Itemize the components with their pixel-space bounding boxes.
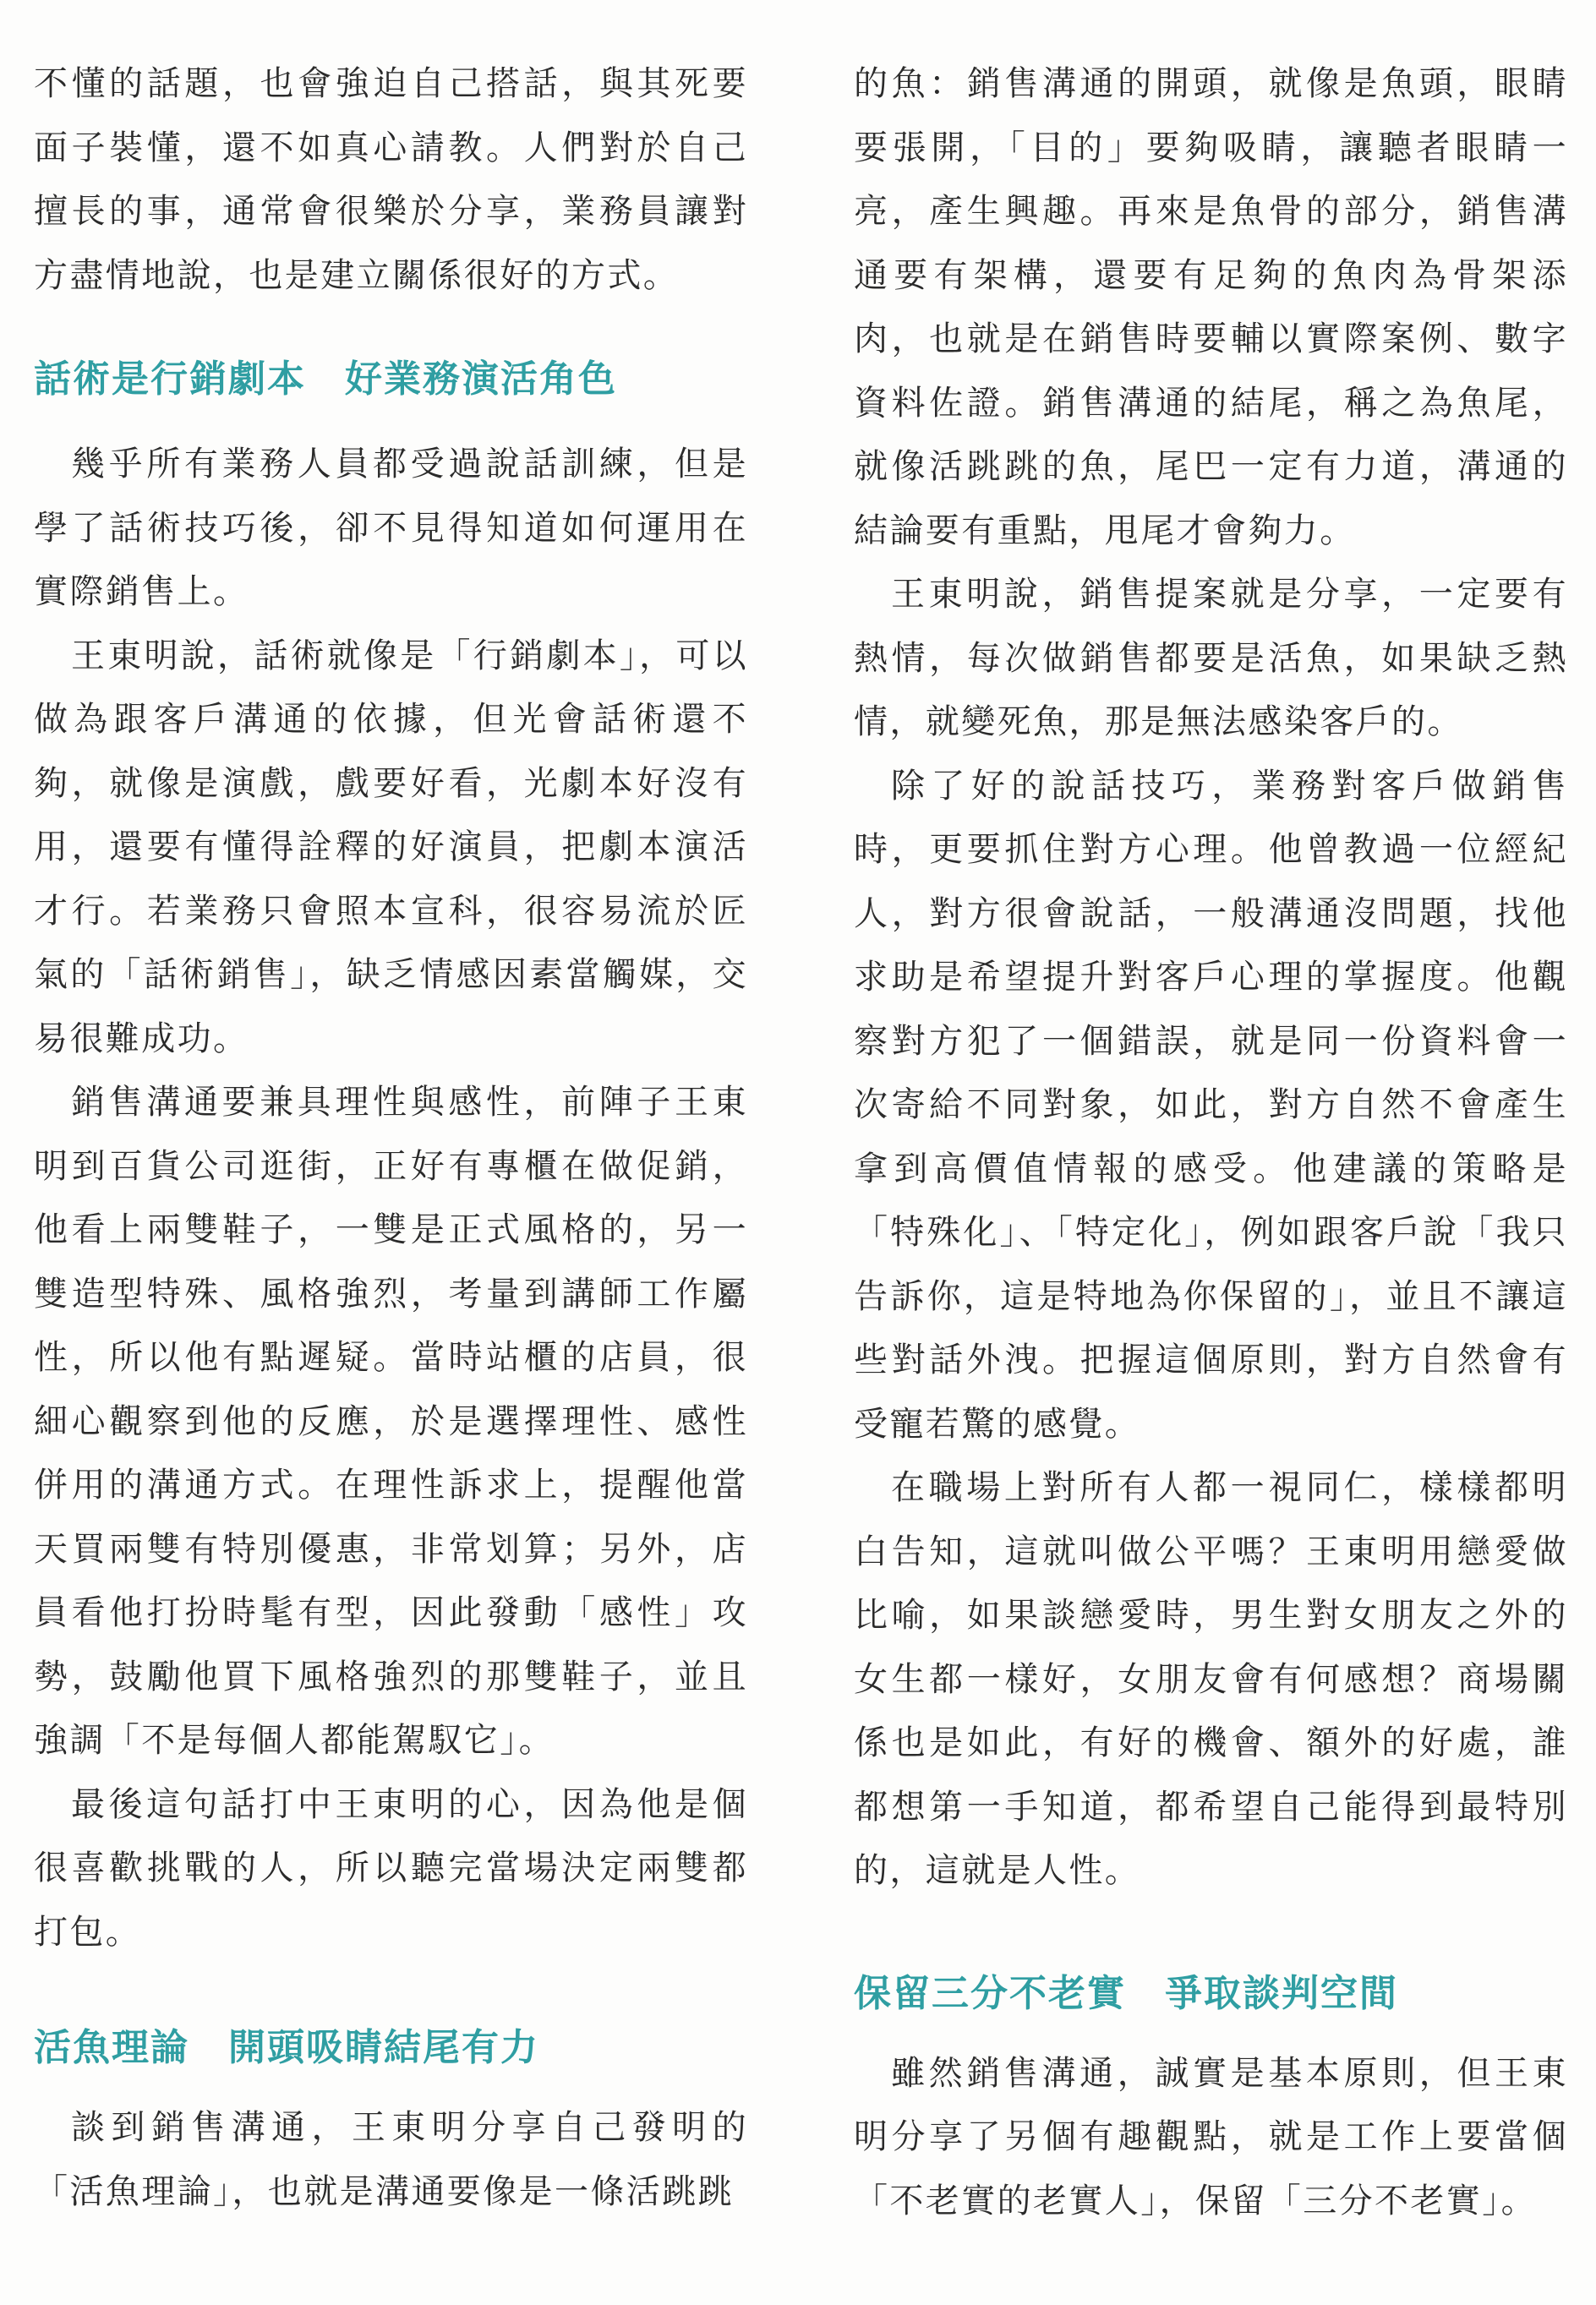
section-heading: 話術是行銷劇本 好業務演活角色 <box>34 358 617 401</box>
left-column <box>34 52 748 2224</box>
paragraph: 銷售溝通要兼具理性與感性，前陣子王東明到百貨公司逛街，正好有專櫃在做促銷，他看上兩雙鞋子，一雙是正式風格的，另一雙造型特殊、風格強烈，考量到講師工作屬性，所以他有點遲疑。當時站櫃的店員，很細心觀察到他的反應，於是選擇理性、感性併用的溝通方式。在理性訴求上，提醒他當天買兩雙有特別優惠，非常划算；另外，店員看他打扮時髦有型，因此發動「感性」攻勢，鼓勵他買下風格強烈的那雙鞋子，並且強調「不是每個人都能駕馭它」。 <box>34 1083 748 1760</box>
paragraph: 談到銷售溝通，王東明分享自己發明的「活魚理論」，也就是溝通要像是一條活跳跳 <box>34 2108 748 2211</box>
paragraph: 不懂的話題，也會強迫自己搭話，與其死要面子裝懂，還不如真心請教。人們對於自己擅長的事，通常會很樂於分享，業務員讓對方盡情地說，也是建立關係很好的方式。 <box>34 64 748 295</box>
paragraph: 王東明說，話術就像是「行銷劇本」，可以做為跟客戶溝通的依據，但光會話術還不夠，就像是演戲，戲要好看，光劇本好沒有用，還要有懂得詮釋的好演員，把劇本演活才行。若業務只會照本宣科，很容易流於匠氣的「話術銷售」，缺乏情感因素當觸媒，交易很難成功。 <box>34 636 748 1058</box>
paragraph: 在職場上對所有人都一視同仁，樣樣都明白告知，這就叫做公平嗎？王東明用戀愛做比喻，如果談戀愛時，男生對女朋友之外的女生都一樣好，女朋友會有何感想？商場關係也是如此，有好的機會、額外的好處，誰都想第一手知道，都希望自己能得到最特別的，這就是人性。 <box>854 1468 1568 1890</box>
paragraph: 除了好的說話技巧，業務對客戶做銷售時，更要抓住對方心理。他曾教過一位經紀人，對方很會說話，一般溝通沒問題，找他求助是希望提升對客戶心理的掌握度。他觀察對方犯了一個錯誤，就是同一份資料會一次寄給不同對象，如此，對方自然不會產生拿到高價值情報的感受。他建議的策略是「特殊化」、「特定化」，例如跟客戶說「我只告訴你，這是特地為你保留的」，並且不讓這些對話外洩。把握這個原則，對方自然會有受寵若驚的感覺。 <box>854 766 1568 1444</box>
section-heading: 保留三分不老實 爭取談判空間 <box>854 1971 1398 2015</box>
paragraph: 最後這句話打中王東明的心，因為他是個很喜歡挑戰的人，所以聽完當場決定兩雙都打包。 <box>34 1784 748 1952</box>
paragraph: 雖然銷售溝通，誠實是基本原則，但王東明分享了另個有趣觀點，就是工作上要當個「不老實的老實人」，保留「三分不老實」。 <box>854 2053 1568 2220</box>
right-column <box>854 52 1568 2233</box>
paragraph: 的魚：銷售溝通的開頭，就像是魚頭，眼睛要張開，「目的」要夠吸睛，讓聽者眼睛一亮，產生興趣。再來是魚骨的部分，銷售溝通要有架構，還要有足夠的魚肉為骨架添肉，也就是在銷售時要輔以實際案例、數字資料佐證。銷售溝通的結尾，稱之為魚尾，就像活跳跳的魚，尾巴一定有力道，溝通的結論要有重點，甩尾才會夠力。 <box>854 64 1568 550</box>
paragraph: 王東明說，銷售提案就是分享，一定要有熱情，每次做銷售都要是活魚，如果缺乏熱情，就變死魚，那是無法感染客戶的。 <box>854 575 1568 741</box>
section-heading: 活魚理論 開頭吸睛結尾有力 <box>34 2026 539 2069</box>
paragraph: 幾乎所有業務人員都受過說話訓練，但是學了話術技巧後，卻不見得知道如何運用在實際銷售上。 <box>34 445 748 611</box>
